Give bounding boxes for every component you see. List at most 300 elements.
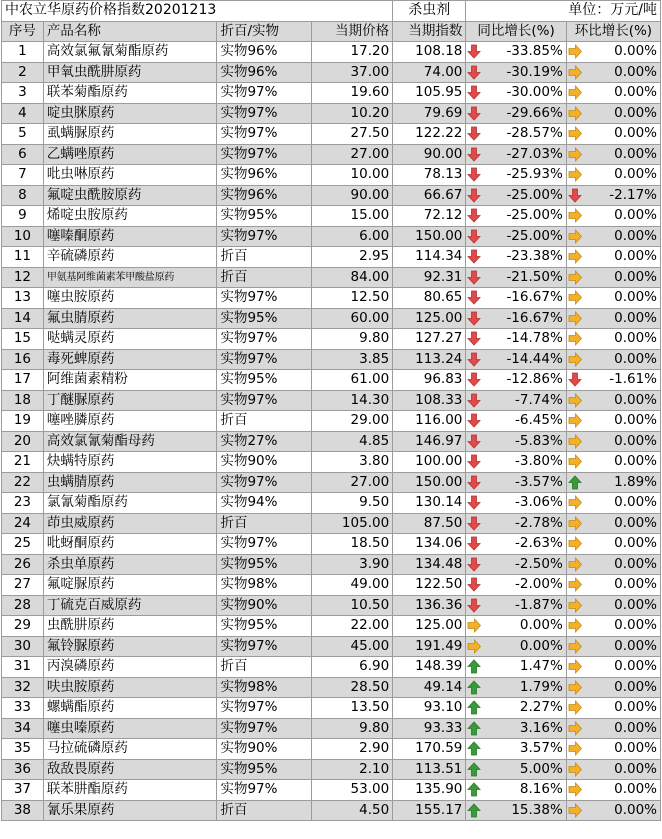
header-name: 产品名称 (43, 21, 217, 42)
yoy-change-cell (466, 800, 566, 821)
yoy-change-cell (466, 431, 566, 452)
yoy-change-cell (466, 759, 566, 780)
current-index: 134.48 (393, 554, 466, 575)
current-index: 108.18 (393, 42, 466, 63)
yoy-change-cell (466, 103, 566, 124)
current-index: 150.00 (393, 226, 466, 247)
current-price: 9.80 (311, 718, 393, 739)
mom-change-value: 0.00% (614, 801, 657, 818)
product-name: 乙螨唑原药 (43, 144, 217, 165)
current-index: 136.36 (393, 595, 466, 616)
row-number: 11 (2, 247, 44, 268)
table-row (2, 575, 661, 596)
mom-change-cell (566, 370, 660, 391)
mom-change-cell (566, 575, 660, 596)
current-index: 93.33 (393, 718, 466, 739)
current-price: 17.20 (311, 42, 393, 63)
row-number: 30 (2, 636, 44, 657)
product-spec: 实物97% (217, 349, 311, 370)
product-spec: 实物95% (217, 616, 311, 637)
table-row (2, 718, 661, 739)
product-name: 炔螨特原药 (43, 452, 217, 473)
product-name: 虫螨腈原药 (43, 472, 217, 493)
yoy-change-value: -5.83% (515, 432, 563, 449)
row-number: 19 (2, 411, 44, 432)
table-row (2, 739, 661, 760)
mom-change-value: 0.00% (614, 207, 657, 224)
row-number: 6 (2, 144, 44, 165)
yoy-change-cell (466, 739, 566, 760)
yoy-change-cell (466, 493, 566, 514)
table-row (2, 62, 661, 83)
row-number: 4 (2, 103, 44, 124)
current-index: 49.14 (393, 677, 466, 698)
product-name: 阿维菌素精粉 (43, 370, 217, 391)
mom-change-value: 0.00% (614, 412, 657, 429)
mom-change-value: 0.00% (614, 309, 657, 326)
product-name: 丁醚脲原药 (43, 390, 217, 411)
current-index: 127.27 (393, 329, 466, 350)
header-row (2, 21, 661, 42)
table-row (2, 411, 661, 432)
mom-change-value: 0.00% (614, 781, 657, 798)
row-number: 20 (2, 431, 44, 452)
table-row (2, 452, 661, 473)
current-price: 3.80 (311, 452, 393, 473)
current-index: 90.00 (393, 144, 466, 165)
yoy-change-cell (466, 411, 566, 432)
mom-change-cell (566, 513, 660, 534)
mom-change-cell (566, 226, 660, 247)
mom-change-value: 0.00% (614, 658, 657, 675)
mom-change-cell (566, 780, 660, 801)
mom-change-value: 0.00% (614, 227, 657, 244)
yoy-change-value: -1.87% (515, 596, 563, 613)
yoy-change-value: -25.93% (506, 166, 563, 183)
row-number: 28 (2, 595, 44, 616)
yoy-change-cell (466, 62, 566, 83)
product-spec: 实物95% (217, 554, 311, 575)
table-row (2, 288, 661, 309)
mom-change-value: 0.00% (614, 576, 657, 593)
yoy-change-value: -27.03% (506, 145, 563, 162)
table-row (2, 103, 661, 124)
row-number: 31 (2, 657, 44, 678)
yoy-change-cell (466, 144, 566, 165)
table-row (2, 226, 661, 247)
mom-change-cell (566, 657, 660, 678)
row-number: 9 (2, 206, 44, 227)
mom-change-cell (566, 62, 660, 83)
row-number: 12 (2, 267, 44, 288)
table-row (2, 349, 661, 370)
yoy-change-value: -25.00% (506, 207, 563, 224)
product-name: 甲氧虫酰肼原药 (43, 62, 217, 83)
mom-change-value: 0.00% (614, 494, 657, 511)
table-row (2, 83, 661, 104)
mom-change-cell (566, 616, 660, 637)
current-price: 53.00 (311, 780, 393, 801)
mom-change-value: -2.17% (609, 186, 657, 203)
mom-change-cell (566, 247, 660, 268)
mom-change-value: 0.00% (614, 125, 657, 142)
yoy-change-value: -16.67% (506, 309, 563, 326)
mom-change-value: 0.00% (614, 84, 657, 101)
yoy-change-value: 1.47% (519, 658, 563, 675)
row-number: 27 (2, 575, 44, 596)
product-name: 氯氰菊酯原药 (43, 493, 217, 514)
mom-change-value: 0.00% (614, 145, 657, 162)
yoy-change-cell (466, 349, 566, 370)
current-index: 78.13 (393, 165, 466, 186)
mom-change-cell (566, 636, 660, 657)
current-price: 2.90 (311, 739, 393, 760)
current-price: 90.00 (311, 185, 393, 206)
current-index: 146.97 (393, 431, 466, 452)
product-spec: 实物96% (217, 165, 311, 186)
current-price: 29.00 (311, 411, 393, 432)
table-row (2, 677, 661, 698)
mom-change-cell (566, 554, 660, 575)
price-index-table (1, 0, 661, 821)
yoy-change-cell (466, 780, 566, 801)
current-price: 27.00 (311, 472, 393, 493)
yoy-change-value: -23.38% (506, 248, 563, 265)
row-number: 8 (2, 185, 44, 206)
header-spec: 折百/实物 (217, 21, 311, 42)
current-price: 3.85 (311, 349, 393, 370)
row-number: 13 (2, 288, 44, 309)
product-spec: 实物97% (217, 288, 311, 309)
current-price: 49.00 (311, 575, 393, 596)
mom-change-cell (566, 452, 660, 473)
current-index: 74.00 (393, 62, 466, 83)
current-index: 108.33 (393, 390, 466, 411)
current-price: 6.00 (311, 226, 393, 247)
row-number: 37 (2, 780, 44, 801)
mom-change-cell (566, 144, 660, 165)
product-name: 辛硫磷原药 (43, 247, 217, 268)
table-row (2, 595, 661, 616)
mom-change-cell (566, 288, 660, 309)
yoy-change-cell (466, 329, 566, 350)
header-price: 当期价格 (311, 21, 393, 42)
current-price: 27.50 (311, 124, 393, 145)
row-number: 24 (2, 513, 44, 534)
current-price: 10.50 (311, 595, 393, 616)
current-price: 84.00 (311, 267, 393, 288)
yoy-change-value: -14.78% (506, 330, 563, 347)
product-name: 烯啶虫胺原药 (43, 206, 217, 227)
table-row (2, 513, 661, 534)
product-name: 虱螨脲原药 (43, 124, 217, 145)
product-spec: 实物97% (217, 390, 311, 411)
mom-change-cell (566, 493, 660, 514)
mom-change-cell (566, 472, 660, 493)
mom-change-cell (566, 595, 660, 616)
yoy-change-cell (466, 698, 566, 719)
row-number: 5 (2, 124, 44, 145)
current-index: 122.22 (393, 124, 466, 145)
product-spec: 实物97% (217, 124, 311, 145)
current-index: 122.50 (393, 575, 466, 596)
product-spec: 实物96% (217, 62, 311, 83)
yoy-change-value: -30.00% (506, 84, 563, 101)
row-number: 33 (2, 698, 44, 719)
yoy-change-value: 8.16% (519, 781, 563, 798)
yoy-change-value: -25.00% (506, 186, 563, 203)
mom-change-cell (566, 185, 660, 206)
current-price: 12.50 (311, 288, 393, 309)
mom-change-cell (566, 739, 660, 760)
mom-change-cell (566, 698, 660, 719)
row-number: 15 (2, 329, 44, 350)
current-index: 66.67 (393, 185, 466, 206)
mom-change-value: 0.00% (614, 350, 657, 367)
product-spec: 实物90% (217, 452, 311, 473)
current-index: 148.39 (393, 657, 466, 678)
product-name: 噻嗪酮原药 (43, 226, 217, 247)
product-name: 呋虫胺原药 (43, 677, 217, 698)
yoy-change-value: 3.57% (519, 740, 563, 757)
yoy-change-cell (466, 718, 566, 739)
product-spec: 实物95% (217, 308, 311, 329)
yoy-change-cell (466, 370, 566, 391)
table-row (2, 780, 661, 801)
unit-label: 单位：万元/吨 (466, 1, 661, 22)
yoy-change-cell (466, 657, 566, 678)
mom-change-value: 0.00% (614, 43, 657, 60)
row-number: 16 (2, 349, 44, 370)
mom-change-value: 0.00% (614, 699, 657, 716)
row-number: 21 (2, 452, 44, 473)
product-name: 茚虫威原药 (43, 513, 217, 534)
product-name: 高效氯氰菊酯母药 (43, 431, 217, 452)
table-row (2, 636, 661, 657)
mom-change-cell (566, 308, 660, 329)
mom-change-cell (566, 759, 660, 780)
yoy-change-cell (466, 534, 566, 555)
row-number: 36 (2, 759, 44, 780)
report-title: 中农立华原药价格指数20201213 (2, 1, 393, 22)
current-price: 105.00 (311, 513, 393, 534)
row-number: 26 (2, 554, 44, 575)
yoy-change-cell (466, 267, 566, 288)
mom-change-value: 0.00% (614, 535, 657, 552)
yoy-change-value: -29.66% (506, 104, 563, 121)
product-spec: 折百 (217, 513, 311, 534)
mom-change-value: 0.00% (614, 555, 657, 572)
yoy-change-cell (466, 677, 566, 698)
row-number: 38 (2, 800, 44, 821)
table-row (2, 308, 661, 329)
table-row (2, 657, 661, 678)
mom-change-value: 0.00% (614, 514, 657, 531)
product-spec: 折百 (217, 411, 311, 432)
yoy-change-value: 2.27% (519, 699, 563, 716)
yoy-change-value: -3.80% (515, 453, 563, 470)
mom-change-value: 0.00% (614, 391, 657, 408)
yoy-change-cell (466, 165, 566, 186)
mom-change-cell (566, 165, 660, 186)
product-spec: 实物97% (217, 144, 311, 165)
mom-change-cell (566, 534, 660, 555)
mom-change-cell (566, 42, 660, 63)
product-spec: 折百 (217, 800, 311, 821)
row-number: 32 (2, 677, 44, 698)
header-index: 当期指数 (393, 21, 466, 42)
yoy-change-cell (466, 185, 566, 206)
yoy-change-value: -30.19% (506, 63, 563, 80)
title-row (2, 1, 661, 22)
product-name: 联苯肼酯原药 (43, 780, 217, 801)
row-number: 18 (2, 390, 44, 411)
mom-change-cell (566, 124, 660, 145)
product-spec: 实物97% (217, 329, 311, 350)
mom-change-value: 0.00% (614, 596, 657, 613)
current-index: 72.12 (393, 206, 466, 227)
product-name: 高效氯氟氰菊酯原药 (43, 42, 217, 63)
table-row (2, 165, 661, 186)
mom-change-cell (566, 390, 660, 411)
product-spec: 实物97% (217, 636, 311, 657)
product-name: 虫酰肼原药 (43, 616, 217, 637)
yoy-change-cell (466, 83, 566, 104)
row-number: 29 (2, 616, 44, 637)
table-row (2, 390, 661, 411)
table-row (2, 206, 661, 227)
product-name: 马拉硫磷原药 (43, 739, 217, 760)
product-spec: 实物97% (217, 83, 311, 104)
current-price: 18.50 (311, 534, 393, 555)
yoy-change-value: 15.38% (511, 801, 563, 818)
product-spec: 折百 (217, 247, 311, 268)
product-spec: 实物95% (217, 370, 311, 391)
product-spec: 实物94% (217, 493, 311, 514)
yoy-change-value: -25.00% (506, 227, 563, 244)
row-number: 35 (2, 739, 44, 760)
current-price: 9.50 (311, 493, 393, 514)
yoy-change-cell (466, 575, 566, 596)
mom-change-cell (566, 206, 660, 227)
current-price: 4.85 (311, 431, 393, 452)
current-index: 155.17 (393, 800, 466, 821)
current-price: 45.00 (311, 636, 393, 657)
yoy-change-value: -12.86% (506, 371, 563, 388)
header-no: 序号 (2, 21, 44, 42)
current-index: 125.00 (393, 616, 466, 637)
product-name: 毒死蜱原药 (43, 349, 217, 370)
product-name: 噻虫胺原药 (43, 288, 217, 309)
product-spec: 实物98% (217, 575, 311, 596)
product-name: 啶虫脒原药 (43, 103, 217, 124)
table-row (2, 185, 661, 206)
current-index: 125.00 (393, 308, 466, 329)
mom-change-value: 0.00% (614, 268, 657, 285)
row-number: 2 (2, 62, 44, 83)
product-name: 氰乐果原药 (43, 800, 217, 821)
current-price: 14.30 (311, 390, 393, 411)
row-number: 34 (2, 718, 44, 739)
product-name: 螺螨酯原药 (43, 698, 217, 719)
yoy-change-cell (466, 554, 566, 575)
product-spec: 实物97% (217, 534, 311, 555)
row-number: 7 (2, 165, 44, 186)
product-name: 噻虫嗪原药 (43, 718, 217, 739)
product-name: 杀虫单原药 (43, 554, 217, 575)
row-number: 23 (2, 493, 44, 514)
product-spec: 实物97% (217, 718, 311, 739)
row-number: 22 (2, 472, 44, 493)
product-name: 丙溴磷原药 (43, 657, 217, 678)
product-spec: 折百 (217, 267, 311, 288)
product-spec: 实物97% (217, 472, 311, 493)
current-price: 19.60 (311, 83, 393, 104)
product-spec: 实物97% (217, 780, 311, 801)
current-price: 2.95 (311, 247, 393, 268)
current-index: 79.69 (393, 103, 466, 124)
yoy-change-cell (466, 513, 566, 534)
current-index: 130.14 (393, 493, 466, 514)
mom-change-cell (566, 800, 660, 821)
current-price: 27.00 (311, 144, 393, 165)
table-row (2, 144, 661, 165)
mom-change-cell (566, 718, 660, 739)
product-spec: 实物96% (217, 42, 311, 63)
current-index: 113.24 (393, 349, 466, 370)
yoy-change-cell (466, 42, 566, 63)
table-row (2, 554, 661, 575)
current-index: 105.95 (393, 83, 466, 104)
current-index: 150.00 (393, 472, 466, 493)
table-row (2, 698, 661, 719)
current-price: 2.10 (311, 759, 393, 780)
yoy-change-value: -7.74% (515, 391, 563, 408)
yoy-change-cell (466, 636, 566, 657)
mom-change-value: 0.00% (614, 330, 657, 347)
product-name: 丁硫克百威原药 (43, 595, 217, 616)
mom-change-value: 0.00% (614, 719, 657, 736)
mom-change-value: 0.00% (614, 637, 657, 654)
yoy-change-value: 0.00% (519, 617, 563, 634)
mom-change-value: 0.00% (614, 248, 657, 265)
current-price: 9.80 (311, 329, 393, 350)
yoy-change-value: -21.50% (506, 268, 563, 285)
mom-change-cell (566, 103, 660, 124)
table-row (2, 267, 661, 288)
product-name: 吡虫啉原药 (43, 165, 217, 186)
product-name: 吡蚜酮原药 (43, 534, 217, 555)
current-price: 15.00 (311, 206, 393, 227)
current-index: 116.00 (393, 411, 466, 432)
current-price: 61.00 (311, 370, 393, 391)
yoy-change-value: 5.00% (519, 760, 563, 777)
current-index: 191.49 (393, 636, 466, 657)
yoy-change-value: -2.00% (515, 576, 563, 593)
table-row (2, 493, 661, 514)
current-price: 22.00 (311, 616, 393, 637)
table-row (2, 616, 661, 637)
table-row (2, 800, 661, 821)
product-name: 甲氨基阿维菌素苯甲酸盐原药 (43, 267, 217, 288)
product-spec: 实物97% (217, 698, 311, 719)
yoy-change-value: -16.67% (506, 289, 563, 306)
table-row (2, 431, 661, 452)
product-spec: 折百 (217, 657, 311, 678)
table-row (2, 534, 661, 555)
header-yoy: 同比增长(%) (466, 21, 566, 42)
yoy-change-cell (466, 226, 566, 247)
